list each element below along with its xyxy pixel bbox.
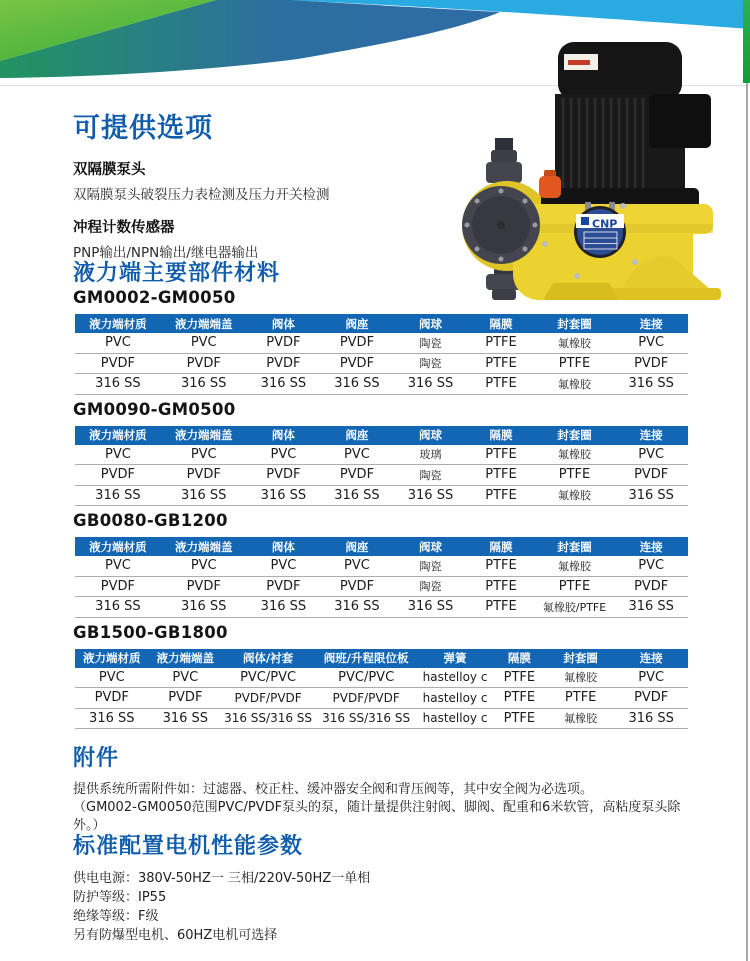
table-header-cell: 阀体 bbox=[247, 537, 321, 556]
table-header-cell: 封套圈 bbox=[535, 537, 615, 556]
table-cell: PVDF bbox=[614, 576, 688, 597]
motor-junction-box bbox=[649, 94, 711, 148]
table-cell: PTFE bbox=[547, 688, 614, 709]
table-cell: 316 SS bbox=[247, 597, 321, 618]
table-row bbox=[75, 688, 688, 709]
model-range-label: GM0002-GM0050 bbox=[73, 288, 236, 307]
materials-table-block bbox=[75, 288, 688, 395]
option-heading: 冲程计数传感器 bbox=[73, 220, 175, 236]
accessories-title: 附件 bbox=[73, 746, 120, 771]
table-cell: 氟橡胶 bbox=[535, 445, 615, 465]
table-row bbox=[75, 353, 688, 374]
table-cell: hastelloy c bbox=[418, 668, 492, 688]
table-cell: 316 SS bbox=[320, 485, 394, 506]
table-cell: 陶瓷 bbox=[394, 465, 468, 486]
table-cell: PVDF/PVDF bbox=[222, 688, 314, 709]
table-cell: PVC bbox=[161, 333, 247, 353]
table-header-cell: 封套圈 bbox=[535, 314, 615, 333]
table-cell: 玻璃 bbox=[394, 445, 468, 465]
cnp-logo-icon bbox=[581, 217, 589, 225]
table-cell: PTFE bbox=[467, 333, 534, 353]
table-cell: PTFE bbox=[492, 708, 547, 729]
table-cell: PVDF bbox=[247, 353, 321, 374]
table-header-row bbox=[75, 537, 688, 556]
table-header-cell: 隔膜 bbox=[467, 314, 534, 333]
table-cell: 316 SS bbox=[614, 374, 688, 395]
materials-table-block bbox=[75, 400, 688, 507]
materials-table bbox=[75, 426, 688, 507]
table-header-cell: 阀座 bbox=[320, 426, 394, 445]
table-row bbox=[75, 556, 688, 576]
table-cell: 316 SS bbox=[614, 597, 688, 618]
table-header-cell: 连接 bbox=[614, 649, 688, 668]
table-header-cell: 隔膜 bbox=[467, 426, 534, 445]
table-header-cell: 阀体 bbox=[247, 426, 321, 445]
table-cell: 316 SS bbox=[75, 485, 161, 506]
table-cell: 316 SS bbox=[394, 485, 468, 506]
table-cell: 陶瓷 bbox=[394, 333, 468, 353]
model-range-label: GB0080-GB1200 bbox=[73, 511, 228, 530]
table-cell: PVC/PVC bbox=[222, 668, 314, 688]
accessories-line: 提供系统所需附件如：过滤器、校正柱、缓冲器安全阀和背压阀等，其中安全阀为必选项。 bbox=[73, 782, 594, 797]
table-cell: PTFE bbox=[535, 353, 615, 374]
table-cell: PVDF bbox=[614, 465, 688, 486]
table-cell: PVC bbox=[161, 556, 247, 576]
table-cell: PVDF/PVDF bbox=[314, 688, 418, 709]
table-cell: PVC bbox=[320, 556, 394, 576]
table-header-cell: 阀座 bbox=[320, 537, 394, 556]
diaphragm-head bbox=[462, 186, 540, 264]
table-cell: 316 SS bbox=[247, 374, 321, 395]
table-cell: PVDF bbox=[320, 576, 394, 597]
table-row bbox=[75, 465, 688, 486]
table-cell: PTFE bbox=[492, 688, 547, 709]
table-header-cell: 液力端材质 bbox=[75, 537, 161, 556]
table-cell: PVDF bbox=[247, 333, 321, 353]
table-header-cell: 封套圈 bbox=[535, 426, 615, 445]
table-cell: PVC bbox=[149, 668, 223, 688]
materials-tables bbox=[75, 288, 688, 729]
table-cell: PTFE bbox=[535, 465, 615, 486]
table-cell: PVDF bbox=[161, 465, 247, 486]
table-header-cell: 阀球 bbox=[394, 426, 468, 445]
right-edge-green-stripe bbox=[743, 0, 750, 83]
table-cell: 316 SS bbox=[247, 485, 321, 506]
table-cell: 陶瓷 bbox=[394, 353, 468, 374]
table-cell: 氟橡胶 bbox=[535, 556, 615, 576]
table-cell: PVC bbox=[247, 445, 321, 465]
materials-table bbox=[75, 314, 688, 395]
materials-table-block bbox=[75, 511, 688, 618]
table-cell: PTFE bbox=[467, 465, 534, 486]
table-cell: PVDF bbox=[75, 353, 161, 374]
table-header-cell: 阀班/升程限位板 bbox=[314, 649, 418, 668]
motor-parameter-line: 防护等级：IP55 bbox=[73, 890, 167, 905]
table-row bbox=[75, 668, 688, 688]
table-cell: PVDF bbox=[161, 576, 247, 597]
table-header-cell: 液力端端盖 bbox=[161, 537, 247, 556]
table-cell: 316 SS/316 SS bbox=[222, 708, 314, 729]
materials-table bbox=[75, 537, 688, 618]
table-cell: 316 SS/316 SS bbox=[314, 708, 418, 729]
right-edge-line bbox=[746, 83, 748, 961]
table-header-cell: 弹簧 bbox=[418, 649, 492, 668]
option-desc: 双隔膜泵头破裂压力表检测及压力开关检测 bbox=[73, 187, 330, 203]
table-cell: PTFE bbox=[467, 485, 534, 506]
table-cell: PVDF bbox=[320, 333, 394, 353]
table-cell: PTFE bbox=[535, 576, 615, 597]
table-header-cell: 阀球 bbox=[394, 314, 468, 333]
table-header-cell: 液力端端盖 bbox=[149, 649, 223, 668]
table-header-cell: 阀体 bbox=[247, 314, 321, 333]
table-cell: PVC bbox=[614, 668, 688, 688]
table-cell: PTFE bbox=[467, 576, 534, 597]
option-heading: 双隔膜泵头 bbox=[73, 162, 146, 178]
table-cell: 氟橡胶 bbox=[535, 374, 615, 395]
materials-title: 液力端主要部件材料 bbox=[73, 261, 281, 286]
options-title: 可提供选项 bbox=[73, 113, 213, 144]
motor-parameters-section bbox=[73, 829, 703, 945]
table-header-cell: 液力端材质 bbox=[75, 649, 149, 668]
table-cell: 316 SS bbox=[320, 374, 394, 395]
table-cell: 陶瓷 bbox=[394, 576, 468, 597]
table-cell: 316 SS bbox=[149, 708, 223, 729]
table-header-cell: 连接 bbox=[614, 426, 688, 445]
materials-table-block bbox=[75, 623, 688, 730]
table-cell: PVC bbox=[614, 445, 688, 465]
table-cell: 氟橡胶/PTFE bbox=[535, 597, 615, 618]
table-cell: PVDF bbox=[75, 688, 149, 709]
table-cell: 316 SS bbox=[161, 485, 247, 506]
model-range-label: GM0090-GM0500 bbox=[73, 399, 236, 419]
table-header-cell: 液力端端盖 bbox=[161, 426, 247, 445]
table-header-cell: 连接 bbox=[614, 537, 688, 556]
table-cell: PVC bbox=[614, 333, 688, 353]
table-header-cell: 隔膜 bbox=[492, 649, 547, 668]
table-cell: PVC bbox=[247, 556, 321, 576]
table-cell: PVC bbox=[614, 556, 688, 576]
cnp-logo-text: CNP bbox=[592, 217, 618, 231]
table-cell: PVC bbox=[161, 445, 247, 465]
table-cell: 316 SS bbox=[394, 374, 468, 395]
table-cell: PTFE bbox=[467, 374, 534, 395]
accessories-section bbox=[73, 741, 703, 835]
table-cell: 316 SS bbox=[320, 597, 394, 618]
table-cell: PVC/PVC bbox=[314, 668, 418, 688]
table-cell: PVC bbox=[75, 333, 161, 353]
table-cell: hastelloy c bbox=[418, 688, 492, 709]
table-cell: PTFE bbox=[467, 597, 534, 618]
table-row bbox=[75, 597, 688, 618]
table-header-row bbox=[75, 426, 688, 445]
model-range-label: GB1500-GB1800 bbox=[73, 622, 228, 642]
table-header-row bbox=[75, 649, 688, 668]
table-row bbox=[75, 576, 688, 597]
table-cell: PTFE bbox=[467, 445, 534, 465]
table-header-cell: 阀球 bbox=[394, 537, 468, 556]
table-cell: 316 SS bbox=[161, 374, 247, 395]
motor-parameter-line: 另有防爆型电机、60HZ电机可选择 bbox=[73, 928, 278, 943]
motor-parameter-line: 供电电源：380V-50HZ一 三相/220V-50HZ一单相 bbox=[73, 871, 371, 886]
table-cell: PVC bbox=[75, 556, 161, 576]
table-cell: PVDF bbox=[247, 465, 321, 486]
table-cell: 316 SS bbox=[614, 485, 688, 506]
table-cell: PVDF bbox=[614, 353, 688, 374]
table-cell: 316 SS bbox=[614, 708, 688, 729]
table-cell: 316 SS bbox=[75, 374, 161, 395]
table-row bbox=[75, 708, 688, 729]
motor bbox=[541, 42, 711, 208]
table-cell: PVC bbox=[320, 445, 394, 465]
table-header-cell: 隔膜 bbox=[467, 537, 534, 556]
table-cell: 氟橡胶 bbox=[535, 485, 615, 506]
table-cell: PVDF bbox=[247, 576, 321, 597]
table-header-cell: 液力端材质 bbox=[75, 426, 161, 445]
table-header-cell: 液力端材质 bbox=[75, 314, 161, 333]
table-header-cell: 液力端端盖 bbox=[161, 314, 247, 333]
table-cell: PVC bbox=[75, 668, 149, 688]
table-cell: hastelloy c bbox=[418, 708, 492, 729]
motor-parameters-title: 标准配置电机性能参数 bbox=[73, 834, 304, 859]
table-cell: PVDF bbox=[320, 465, 394, 486]
table-cell: PTFE bbox=[467, 353, 534, 374]
options-section bbox=[73, 106, 433, 274]
table-row bbox=[75, 374, 688, 395]
table-cell: PVDF bbox=[149, 688, 223, 709]
table-cell: PVDF bbox=[75, 465, 161, 486]
table-header-cell: 阀座 bbox=[320, 314, 394, 333]
table-cell: 316 SS bbox=[75, 708, 149, 729]
table-row bbox=[75, 333, 688, 353]
table-cell: 氟橡胶 bbox=[547, 708, 614, 729]
pump-product-photo bbox=[425, 38, 735, 302]
table-cell: PTFE bbox=[492, 668, 547, 688]
table-header-cell: 封套圈 bbox=[547, 649, 614, 668]
table-row bbox=[75, 445, 688, 465]
table-cell: PVDF bbox=[161, 353, 247, 374]
table-cell: 316 SS bbox=[394, 597, 468, 618]
option-desc: PNP输出/NPN输出/继电器输出 bbox=[73, 245, 259, 261]
table-cell: 316 SS bbox=[75, 597, 161, 618]
table-cell: PVDF bbox=[320, 353, 394, 374]
materials-table bbox=[75, 649, 688, 730]
motor-parameter-line: 绝缘等级：F级 bbox=[73, 909, 159, 924]
table-cell: 316 SS bbox=[161, 597, 247, 618]
table-cell: 氟橡胶 bbox=[535, 333, 615, 353]
table-cell: PTFE bbox=[467, 556, 534, 576]
table-cell: 陶瓷 bbox=[394, 556, 468, 576]
table-cell: 氟橡胶 bbox=[547, 668, 614, 688]
table-header-row bbox=[75, 314, 688, 333]
table-cell: PVC bbox=[75, 445, 161, 465]
table-header-cell: 连接 bbox=[614, 314, 688, 333]
table-header-cell: 阀体/衬套 bbox=[222, 649, 314, 668]
table-cell: PVDF bbox=[614, 688, 688, 709]
accessories-line: （GM002-GM0050范围PVC/PVDF泵头的泵，随计量提供注射阀、脚阀、配重和6米软管，高粘度泵头除外。） bbox=[73, 800, 681, 833]
table-row bbox=[75, 485, 688, 506]
table-cell: PVDF bbox=[75, 576, 161, 597]
